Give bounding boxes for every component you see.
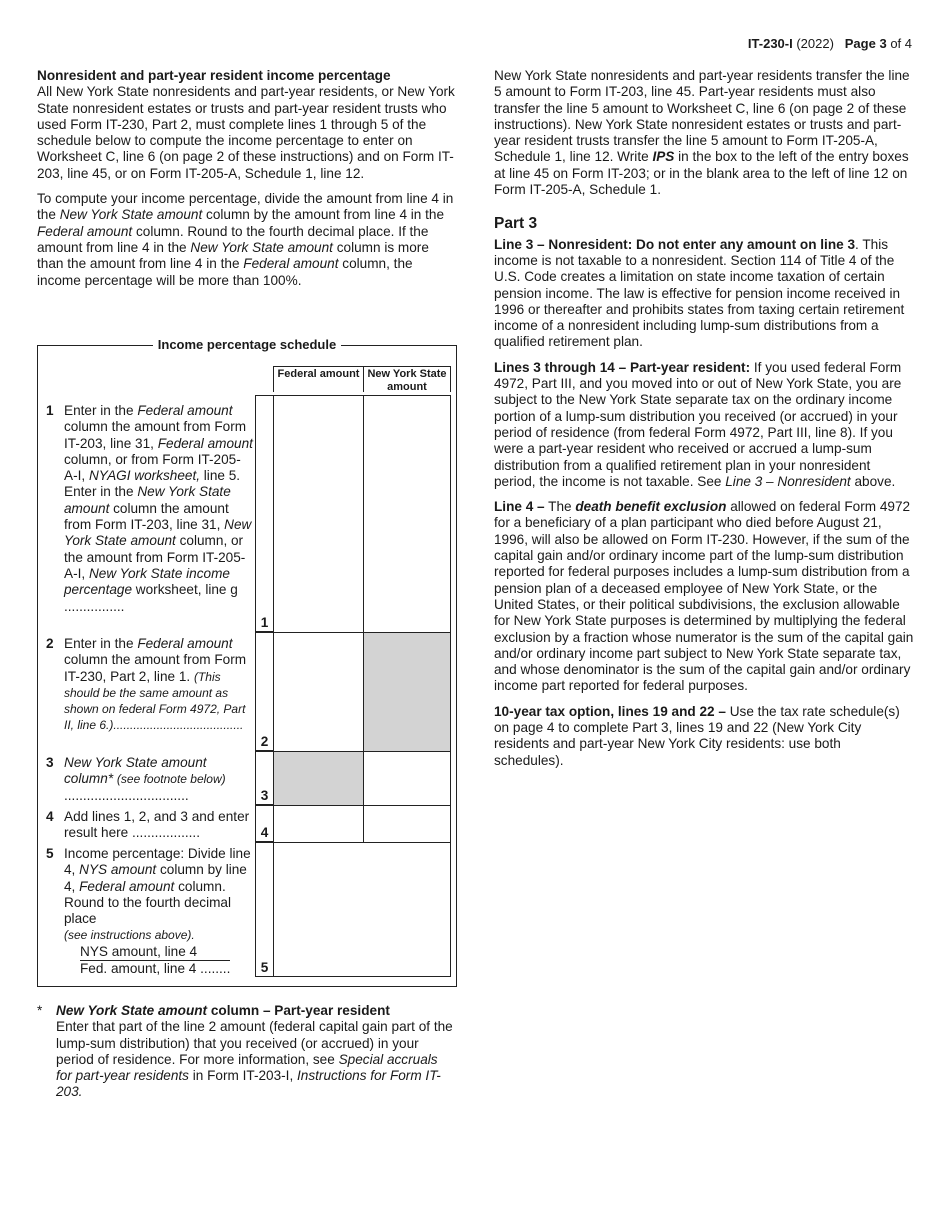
page-header (748, 36, 912, 52)
line-number-3: 3 (255, 751, 273, 805)
compute-paragraph: To compute your income percentage, divide the amount from line 4 in the New York State amount column by the amount from line 4 in the Federal amount column. Round to the fourth decimal place. If the amount from line 4 in the New York State amount column is more than the amount from line 4 in the Federal amount column, the income percentage will be more than 100%. (37, 191, 454, 288)
row-5-text: Income percentage: Divide line 4, NYS amount column by line 4, Federal amount column. Round to the fourth decimal place (see instructions above). NYS amount, line 4 Fed. amount, line 4 ........ (64, 846, 251, 977)
line-4-federal-input[interactable] (273, 805, 364, 843)
col-header-federal: Federal amount (273, 366, 364, 392)
form-year: (2022) (796, 36, 834, 51)
line-5-percentage-input[interactable] (273, 842, 451, 977)
line-2-federal-input[interactable] (273, 632, 364, 752)
footnote: * New York State amount column – Part-year resident Enter that part of the line 2 amount (federal capital gain part of the lump-sum distribution) that you received (or accrued) in your period of residence. For more information, see Special accruals for part-year residents in Form IT-203-I, Instructions for Form IT-203. (37, 1003, 453, 1100)
right-column (494, 68, 914, 778)
line-3-nys-input[interactable] (363, 751, 451, 806)
line-1-federal-input[interactable] (273, 395, 364, 633)
line-number-5: 5 (255, 842, 273, 977)
line-number-1: 1 (255, 395, 273, 632)
income-percentage-schedule (37, 337, 457, 987)
left-column (37, 68, 457, 298)
line-2-nys-shaded (363, 632, 451, 752)
page-number: Page 3 (844, 36, 887, 51)
row-4-text: Add lines 1, 2, and 3 and enter result here .................. (64, 809, 250, 841)
schedule-title: Income percentage schedule (153, 337, 341, 352)
fraction: NYS amount, line 4 Fed. amount, line 4 ........ (80, 943, 231, 977)
col-header-nys: New York State amount (363, 366, 451, 392)
schedule-row-1: 1 Enter in the Federal amount column the amount from Form IT-203, line 31, Federal amount column, or from Form IT-205-A-I, NYAGI worksheet, line 5. Enter in the New York State amount column the amount from Form IT-203, line 31, New York State amount column, or the amount from Form IT-205-A-I, New York State income percentage worksheet, line g ................ (46, 403, 253, 614)
line-number-4: 4 (255, 805, 273, 842)
schedule-row-2: 2 Enter in the Federal amount column the amount from Form IT-230, Part 2, line 1. (This should be the same amount as shown on federal Form 4972, Part II, line 6.)....................................... (38, 636, 456, 751)
line-4-paragraph: Line 4 – The death benefit exclusion allowed on federal Form 4972 for a beneficiary of a plan participant who died before August 21, 1996, will also be allowed on Form IT-230. However, if the sum of the capital gain and/or ordinary income part of the lump-sum distribution reported for federal purposes includes a lump-sum distribution from a pension plan of a deceased employee of New York State, or the United States, or their political subdivisions, the exclusion allowable for New York State purposes is determined by multiplying the federal exclusion by a fraction whose numerator is the sum of the capital gain and/or ordinary income part subject to New York State separate tax, and whose denominator is the sum of the capital gain and/or ordinary income part reported for federal purposes. (494, 499, 914, 694)
line-number-2: 2 (255, 632, 273, 751)
line-3-federal-shaded (273, 751, 364, 806)
row-3-text: New York State amount column* (see footnote below) ................................. (64, 755, 226, 803)
section-heading: Nonresident and part-year resident income percentage (37, 68, 391, 83)
lines-3-14-paragraph: Lines 3 through 14 – Part-year resident: If you used federal Form 4972, Part III, and you moved into or out of New York State, you are subject to the New York State separate tax on the ordinary income portion of a lump-sum distribution you received (or accrued) in your period of residence (from federal Form 4972, Part III, line 8). If you were a part-year resident who received or accrued a lump-sum distribution from a qualified retirement plan in your nonresident period, the income is not taxable. See Line 3 – Nonresident above. (494, 359, 902, 489)
line-3-paragraph: Line 3 – Nonresident: Do not enter any amount on line 3. This income is not taxable to a nonresident. Section 114 of Title 4 of the U.S. Code creates a limitation on state income taxation of certain pension income. The law is effective for pension income received in 1996 or thereafter and prohibits states from taxing certain retirement income of a nonresident including lump-sum distributions from a qualified retirement plan. (494, 236, 905, 350)
schedule-row-5: 5 Income percentage: Divide line 4, NYS amount column by line 4, Federal amount column. Round to the fourth decimal place (see instructions above). NYS amount, line 4 Fed. amount, line 4 ........ (38, 846, 456, 976)
line-1-nys-input[interactable] (363, 395, 451, 633)
transfer-paragraph: New York State nonresidents and part-year residents transfer the line 5 amount to Form IT-203, line 45. Part-year residents must also transfer the line 5 amount to Worksheet C, line 6 (on page 2 of these instructions). New York State nonresident estates or trusts and part-year resident trusts transfer the line 5 amount to Form IT-205-A, Schedule 1, line 12. Write IPS in the box to the left of the entry boxes at line 45 on Form IT-203; or in the blank area to the left of line 12 on Form IT-205-A, Schedule 1. (494, 68, 910, 198)
line-4-nys-input[interactable] (363, 805, 451, 843)
ten-year-paragraph: 10-year tax option, lines 19 and 22 – Use the tax rate schedule(s) on page 4 to complete Part 3, lines 19 and 22 (New York City residents and part-year New York City residents: use both schedules). (494, 703, 900, 768)
intro-paragraph: All New York State nonresidents and part-year residents, or New York State nonresident estates or trusts and part-year resident trusts who used Form IT-230, Part 2, must complete lines 1 through 5 of the schedule below to compute the income percentage to enter on Worksheet C, line 6 (on page 2 of these instructions) and on Form IT-203, line 45, or on Form IT-205-A, Schedule 1, line 12. (37, 84, 455, 181)
row-2-text: Enter in the Federal amount column the amount from Form IT-230, Part 2, line 1. (This should be the same amount as shown on federal Form 4972, Part II, line 6.)....................................... (64, 636, 247, 733)
schedule-row-4: 4 Add lines 1, 2, and 3 and enter result here .................. (38, 809, 456, 843)
form-id: IT-230-I (747, 36, 793, 51)
row-1-text: Enter in the Federal amount column the amount from Form IT-203, line 31, Federal amount column, or from Form IT-205-A-I, NYAGI worksheet, line 5. Enter in the New York State amount column the amount from Form IT-203, line 31, New York State amount column, or the amount from Form IT-205-A-I, New York State income percentage worksheet, line g ................ (64, 403, 253, 614)
part-3-heading: Part 3 (494, 215, 538, 233)
page-total: of 4 (890, 36, 912, 51)
schedule-row-3: 3 New York State amount column* (see footnote below) ................................. (38, 755, 456, 805)
